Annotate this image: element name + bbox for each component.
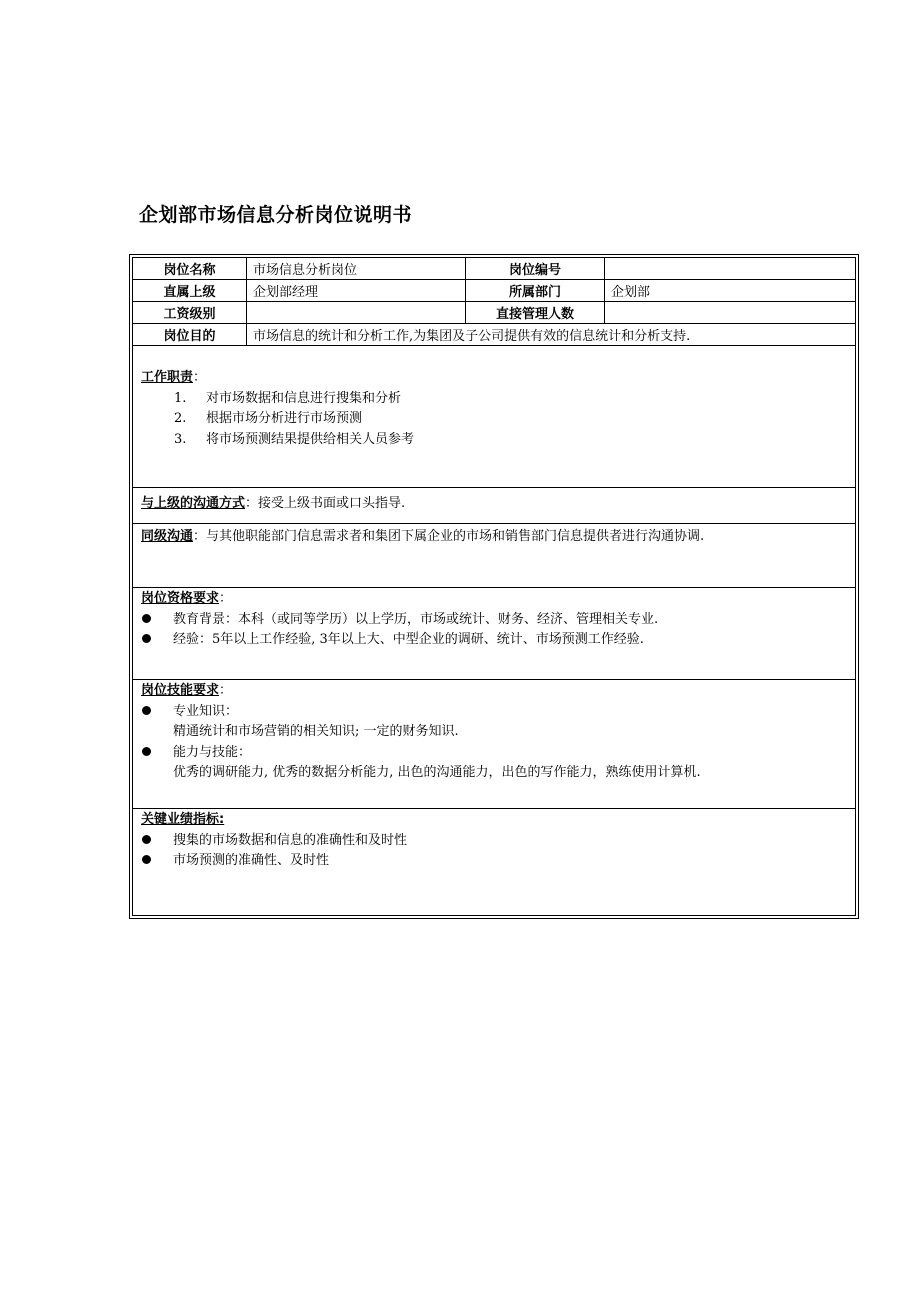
superior-communication-title: 与上级的沟通方式 <box>141 496 246 511</box>
ability-text: 优秀的调研能力, 优秀的数据分析能力, 出色的沟通能力，出色的写作能力，熟练使用计算机. <box>173 765 701 780</box>
bullet-icon <box>142 855 151 864</box>
kpi-section <box>132 809 856 916</box>
bullet-icon <box>142 706 151 715</box>
qualification-text: 经验：5年以上工作经验, 3年以上大、中型企业的调研、统计、市场预测工作经验. <box>173 632 644 647</box>
qualifications-heading <box>141 589 847 610</box>
duties-title: 工作职责 <box>141 370 194 385</box>
bullet-icon <box>142 747 151 756</box>
post-name-label: 岗位名称 <box>133 258 247 280</box>
kpi-heading <box>141 810 847 831</box>
skills-colon: ： <box>219 683 233 698</box>
skills-section <box>132 680 856 809</box>
qualification-item <box>141 630 847 651</box>
subordinates-value <box>605 302 856 324</box>
post-code-value <box>605 258 856 280</box>
skills-title: 岗位技能要求 <box>141 683 220 698</box>
post-code-label: 岗位编号 <box>466 258 605 280</box>
superior-value: 企划部经理 <box>247 280 466 302</box>
document-title: 企划部市场信息分析岗位说明书 <box>139 204 413 226</box>
knowledge-label: 专业知识： <box>173 703 239 719</box>
superior-label: 直属上级 <box>133 280 247 302</box>
duty-item <box>141 409 847 430</box>
skill-item <box>141 702 847 723</box>
info-row-purpose <box>133 324 856 346</box>
job-description-frame <box>129 254 859 919</box>
peer-communication-title: 同级沟通 <box>141 529 194 544</box>
purpose-label: 岗位目的 <box>133 324 247 346</box>
info-row-salary <box>133 302 856 324</box>
ability-label: 能力与技能： <box>173 744 252 760</box>
salary-value <box>247 302 466 324</box>
duty-item <box>141 430 847 451</box>
salary-label: 工资级别 <box>133 302 247 324</box>
info-row-name <box>133 258 856 280</box>
peer-communication-section <box>132 524 856 588</box>
superior-communication-text: ：接受上级书面或口头指导. <box>245 496 406 511</box>
duties-colon: ： <box>193 370 207 385</box>
skills-heading <box>141 681 847 702</box>
qualifications-title: 岗位资格要求 <box>141 591 220 606</box>
duty-text: 对市场数据和信息进行搜集和分析 <box>206 390 402 406</box>
duty-number: 1. <box>174 390 187 406</box>
peer-communication-line <box>141 527 847 548</box>
bullet-icon <box>142 614 151 623</box>
qualification-text: 教育背景：本科（或同等学历）以上学历，市场或统计、财务、经济、管理相关专业. <box>173 611 659 627</box>
basic-info-table <box>132 257 856 346</box>
duty-number: 3. <box>174 431 187 447</box>
kpi-title: 关键业绩指标: <box>141 812 225 827</box>
knowledge-text: 精通统计和市场营销的相关知识; 一定的财务知识. <box>173 724 459 739</box>
duty-text: 根据市场分析进行市场预测 <box>206 411 363 426</box>
purpose-value: 市场信息的统计和分析工作,为集团及子公司提供有效的信息统计和分析支持. <box>247 324 856 346</box>
info-row-superior <box>133 280 856 302</box>
qualification-item <box>141 610 847 631</box>
department-value: 企划部 <box>605 280 856 302</box>
bullet-icon <box>142 634 151 643</box>
kpi-text: 市场预测的准确性、及时性 <box>173 853 330 868</box>
bullet-icon <box>142 835 151 844</box>
superior-communication-section <box>132 488 856 524</box>
duty-text: 将市场预测结果提供给相关人员参考 <box>206 431 415 447</box>
qualifications-colon: ： <box>219 591 233 606</box>
kpi-item <box>141 831 847 852</box>
skill-item <box>141 743 847 764</box>
qualifications-section <box>132 588 856 680</box>
duties-heading <box>141 368 847 389</box>
duty-item <box>141 389 847 410</box>
duty-number: 2. <box>174 411 187 426</box>
superior-communication-line <box>141 494 847 515</box>
kpi-item <box>141 851 847 872</box>
kpi-text: 搜集的市场数据和信息的准确性和及时性 <box>173 832 408 848</box>
subordinates-label: 直接管理人数 <box>466 302 605 324</box>
department-label: 所属部门 <box>466 280 605 302</box>
duties-section <box>132 346 856 488</box>
peer-communication-text: ：与其他职能部门信息需求者和集团下属企业的市场和销售部门信息提供者进行沟通协调. <box>193 529 705 544</box>
post-name-value: 市场信息分析岗位 <box>247 258 466 280</box>
